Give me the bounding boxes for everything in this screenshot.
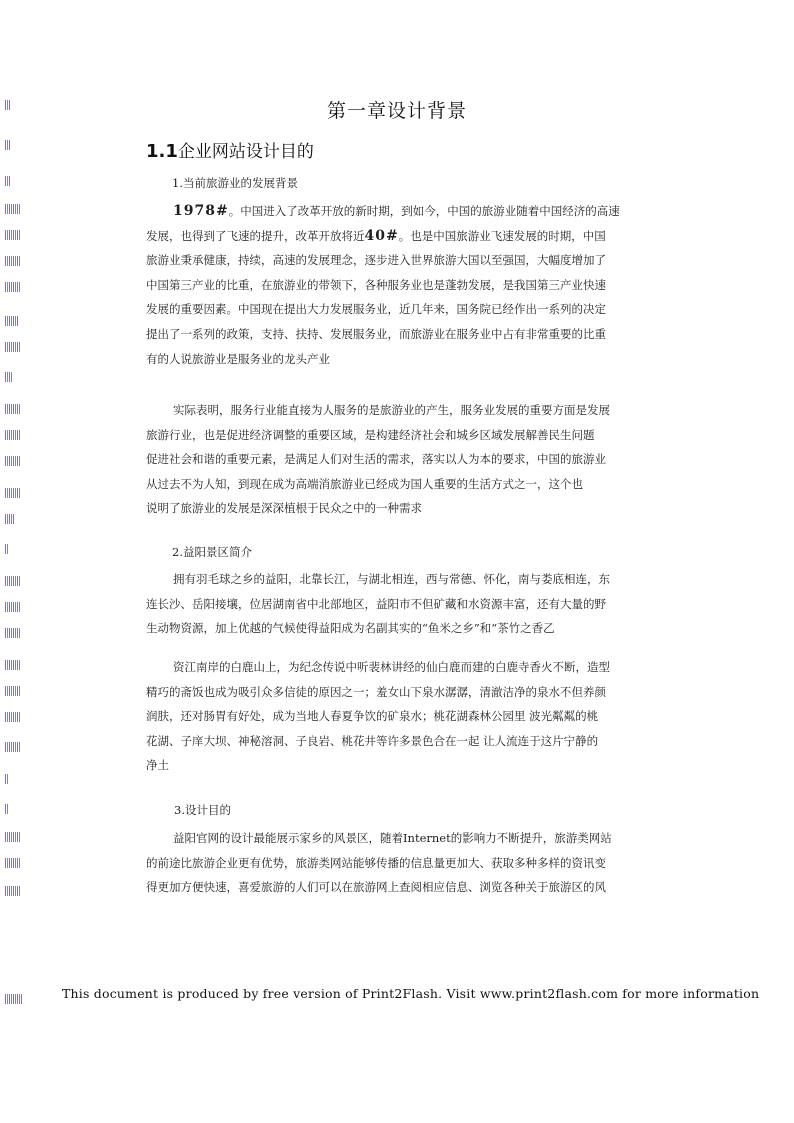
margin-mark — [5, 282, 21, 292]
margin-mark — [5, 832, 21, 842]
margin-mark — [5, 316, 19, 326]
margin-mark — [5, 660, 21, 670]
paragraph-line: 提出了一系列的政策，支持、扶持、发展服务业，而旅游业在服务业中占有非常重要的比重 — [146, 326, 606, 341]
margin-mark — [5, 886, 21, 896]
margin-mark — [5, 576, 21, 586]
margin-mark — [5, 176, 10, 186]
paragraph-line: 净土 — [146, 758, 169, 773]
paragraph-line: 发展的重要因素。中国现在提出大力发展服务业，近几年来，国务院已经作出一系列的决定 — [146, 302, 606, 317]
paragraph-tourism-background — [146, 199, 654, 371]
paragraph-line: 连长沙、岳阳接壤，位居湖南省中北部地区，益阳市不但矿藏和水资源丰富，还有大量的野 — [146, 596, 606, 611]
section-title-text: 企业网站设计目的 — [177, 142, 314, 162]
paragraph-line: 润肤，还对肠胃有好处，成为当地人春夏争饮的矿泉水；桃花湖森林公园里 波光粼粼的桃 — [146, 709, 599, 724]
margin-mark — [5, 204, 21, 214]
margin-mark — [5, 430, 21, 440]
margin-mark — [5, 686, 21, 696]
margin-mark — [5, 488, 21, 498]
margin-mark — [5, 602, 21, 612]
paragraph-line — [146, 224, 654, 249]
margin-mark — [5, 342, 21, 352]
margin-mark — [5, 256, 21, 266]
margin-artifacts — [2, 0, 22, 1123]
paragraph-line: 中国第三产业的比重，在旅游业的带领下，各种服务业也是蓬勃发展，是我国第三产业快速 — [146, 277, 606, 292]
paragraph-line — [146, 199, 654, 224]
paragraph-line: 实际表明，服务行业能直接为人服务的是旅游业的产生，服务业发展的重要方面是发展 — [173, 403, 610, 417]
margin-mark — [5, 514, 15, 524]
paragraph-line: 拥有羽毛球之乡的益阳，北靠长江，与湖北相连，西与常德、怀化，南与娄底相连，东 — [173, 572, 610, 586]
paragraph-line: 资江南岸的白鹿山上，为纪念传说中听裴林讲经的仙白鹿而建的白鹿寺香火不断，造型 — [173, 660, 610, 674]
paragraph-line: 的前途比旅游企业更有优势，旅游类网站能够传播的信息量更加大、获取多种多样的资讯变 — [146, 855, 606, 870]
margin-mark — [5, 804, 9, 814]
paragraph-line: 生动物资源，加上优越的气候使得益阳成为名副其实的“鱼米之乡”和“茶竹之香乙 — [146, 621, 555, 636]
section-number: 1.1 — [146, 141, 178, 162]
margin-mark — [5, 230, 21, 240]
paragraph-yiyang-intro — [146, 567, 654, 641]
paragraph-line: 得更加方便快速，喜爱旅游的人们可以在旅游网上查阅相应信息、浏览各种关于旅游区的风 — [146, 880, 606, 895]
paragraph-line: 说明了旅游业的发展是深深植根于民众之中的一种需求 — [146, 501, 422, 516]
subsection-heading-2: 2.益阳景区简介 — [172, 545, 252, 559]
margin-mark — [5, 742, 21, 752]
line-text: 。中国进入了改革开放的新时期，到如今，中国的旅游业随着中国经济的高速 — [228, 204, 620, 218]
paragraph-industry-role — [146, 398, 654, 521]
paragraph-line: 益阳官网的设计最能展示家乡的风景区，随着Internet的影响力不断提升，旅游类网站 — [173, 831, 612, 845]
paragraph-line: 有的人说旅游业是服务业的龙头产业 — [146, 351, 330, 366]
line-text: 发展，也得到了飞速的提升，改革开放将近 — [146, 228, 365, 243]
paragraph-line: 旅游业秉承健康，持续，高速的发展理念，逐步进入世界旅游大国以至强国，大幅度增加了 — [146, 253, 606, 268]
emphasis-number: 40# — [364, 227, 399, 244]
margin-mark — [5, 544, 9, 554]
subsection-heading-3: 3.设计目的 — [174, 803, 231, 817]
line-text: 。也是中国旅游业飞速发展的时期，中国 — [398, 228, 606, 243]
paragraph-scenic-spots — [146, 655, 654, 778]
paragraph-line: 促进社会和谐的重要元素，是满足人们对生活的需求，落实以人为本的要求，中国的旅游业 — [146, 452, 606, 467]
margin-mark — [5, 372, 13, 382]
paragraph-line: 旅游行业，也是促进经济调整的重要区域，是构建经济社会和城乡区域发展解善民生问题 — [146, 427, 595, 442]
subsection-heading-1: 1.当前旅游业的发展背景 — [172, 176, 298, 190]
margin-mark — [5, 456, 21, 466]
paragraph-line: 从过去不为人知，到现在成为高端消旅游业已经成为国人重要的生活方式之一，这个也 — [146, 476, 583, 491]
margin-mark — [5, 404, 21, 414]
section-title — [146, 137, 314, 162]
emphasis-number: 1978# — [173, 203, 229, 219]
paragraph-design-purpose — [146, 826, 654, 900]
margin-mark — [5, 994, 23, 1004]
chapter-title: 第一章设计背景 — [326, 100, 467, 122]
margin-mark — [5, 140, 11, 150]
margin-mark — [5, 628, 21, 638]
margin-mark — [5, 712, 21, 722]
paragraph-line: 精巧的斋饭也成为吸引众多信徒的原因之一；羞女山下泉水潺潺，清澈洁净的泉水不但养颜 — [146, 684, 606, 699]
margin-mark — [5, 858, 21, 868]
watermark-footer: This document is produced by free version of Print2Flash. Visit www.print2flash.com for more information — [62, 986, 760, 1001]
margin-mark — [5, 774, 8, 784]
paragraph-line: 花湖、子庠大坝、神秘溶洞、子良岩、桃花井等许多景色合在一起 让人流连于这片宁静的 — [146, 733, 599, 748]
